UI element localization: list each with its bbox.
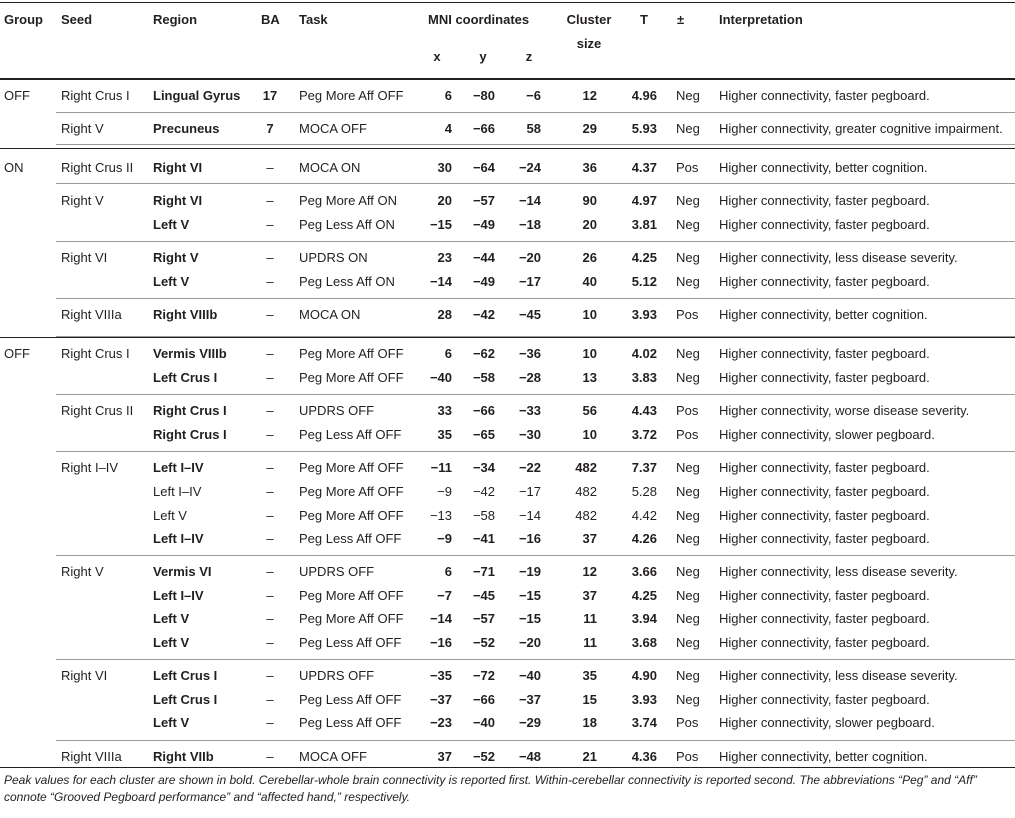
header-rule [0,78,1015,80]
z-cell: −14 [518,193,541,208]
task-cell: Peg More Aff OFF [299,88,404,103]
cluster-size-cell: 40 [582,274,597,289]
header-z: z [525,49,533,64]
cluster-size-cell: 37 [582,588,597,603]
region-cell: Right VI [153,160,203,175]
ba-cell: – [266,611,274,626]
ba-cell: – [266,403,274,418]
ba-cell: – [266,460,274,475]
x-cell: 6 [444,564,452,579]
group-divider [56,740,1015,741]
region-cell: Left I–IV [153,460,204,475]
x-cell: −11 [430,460,452,475]
sign-cell: Neg [676,668,700,683]
seed-cell: Right VIIIa [61,307,122,322]
sign-cell: Neg [676,484,700,499]
header-sign: ± [677,12,685,27]
sign-cell: Neg [676,611,700,626]
top-rule [0,2,1015,3]
cluster-size-cell: 26 [582,250,597,265]
y-cell: −58 [472,508,495,523]
sign-cell: Neg [676,531,700,546]
z-cell: −6 [526,88,541,103]
header-seed: Seed [61,12,93,27]
ba-cell: 7 [266,121,274,136]
region-cell: Right VIIIb [153,307,218,322]
group-divider [56,183,1015,184]
group-divider [56,298,1015,299]
seed-cell: Right I–IV [61,460,119,475]
t-cell: 3.74 [631,715,657,730]
interpretation-cell: Higher connectivity, faster pegboard. [719,88,930,103]
ba-cell: – [266,635,274,650]
seed-cell: Right V [61,121,104,136]
cluster-size-cell: 36 [582,160,597,175]
ba-cell: – [266,749,274,764]
task-cell: Peg Less Aff OFF [299,635,402,650]
sign-cell: Neg [676,217,700,232]
group-cell: ON [4,160,24,175]
t-cell: 3.66 [631,564,657,579]
seed-cell: Right Crus II [61,160,134,175]
sign-cell: Pos [676,715,699,730]
group-cell: OFF [4,346,30,361]
region-cell: Right Crus I [153,427,227,442]
task-cell: Peg More Aff OFF [299,588,404,603]
cluster-size-cell: 20 [582,217,597,232]
y-cell: −66 [472,692,495,707]
y-cell: −42 [472,307,495,322]
header-cluster: Cluster [566,12,612,27]
group-cell: OFF [4,88,30,103]
x-cell: −7 [437,588,452,603]
y-cell: −58 [472,370,495,385]
interpretation-cell: Higher connectivity, faster pegboard. [719,370,930,385]
z-cell: −37 [518,692,541,707]
y-cell: −45 [472,588,495,603]
x-cell: 30 [437,160,452,175]
header-t: T [640,12,648,27]
sign-cell: Neg [676,88,700,103]
z-cell: −15 [518,588,541,603]
cluster-size-cell: 90 [582,193,597,208]
ba-cell: – [266,668,274,683]
seed-cell: Right Crus I [61,346,130,361]
interpretation-cell: Higher connectivity, better cognition. [719,307,928,322]
sign-cell: Neg [676,460,700,475]
cluster-size-cell: 10 [582,307,597,322]
region-cell: Left Crus I [153,370,218,385]
y-cell: −40 [472,715,495,730]
t-cell: 3.72 [631,427,657,442]
task-cell: Peg Less Aff OFF [299,692,402,707]
task-cell: Peg Less Aff OFF [299,715,402,730]
ba-cell: – [266,370,274,385]
region-cell: Left V [153,217,190,232]
x-cell: −23 [429,715,452,730]
region-cell: Lingual Gyrus [153,88,241,103]
x-cell: −14 [429,274,452,289]
ba-cell: – [266,307,274,322]
t-cell: 3.93 [631,692,657,707]
y-cell: −44 [472,250,495,265]
interpretation-cell: Higher connectivity, faster pegboard. [719,531,930,546]
group-divider [56,394,1015,395]
cluster-size-cell: 18 [582,715,597,730]
z-cell: 58 [526,121,541,136]
ba-cell: – [266,564,274,579]
header-interpretation: Interpretation [719,12,803,27]
y-cell: −71 [472,564,495,579]
ba-cell: – [266,427,274,442]
x-cell: 20 [437,193,452,208]
task-cell: Peg More Aff ON [299,193,398,208]
ba-cell: – [266,250,274,265]
interpretation-cell: Higher connectivity, worse disease severity. [719,403,970,418]
y-cell: −65 [472,427,495,442]
header-x: x [433,49,441,64]
cluster-size-cell: 35 [582,668,597,683]
interpretation-cell: Higher connectivity, less disease severity. [719,250,958,265]
x-cell: −14 [429,611,452,626]
y-cell: −72 [472,668,495,683]
header-group: Group [4,12,43,27]
interpretation-cell: Higher connectivity, faster pegboard. [719,484,930,499]
y-cell: −66 [472,121,495,136]
x-cell: −9 [437,484,452,499]
t-cell: 3.93 [631,307,657,322]
task-cell: Peg More Aff OFF [299,346,404,361]
group-divider [56,112,1015,113]
z-cell: −16 [518,531,541,546]
sign-cell: Neg [676,588,700,603]
interpretation-cell: Higher connectivity, less disease severity. [719,668,958,683]
t-cell: 7.37 [631,460,657,475]
cluster-size-cell: 10 [582,346,597,361]
region-cell: Left V [153,508,187,523]
sign-cell: Neg [676,692,700,707]
z-cell: −33 [518,403,541,418]
interpretation-cell: Higher connectivity, faster pegboard. [719,635,930,650]
seed-cell: Right VIIIa [61,749,122,764]
z-cell: −19 [518,564,541,579]
y-cell: −57 [472,611,495,626]
header-y: y [479,49,487,64]
ba-cell: – [266,193,274,208]
x-cell: −35 [429,668,452,683]
table-footnote: Peak values for each cluster are shown in bold. Cerebellar-whole brain connectivity is reported first. Within-cerebellar connectivity is reported second. The abbreviations “Peg” and “Aff” connote “Grooved Pegboard performance” and “affected hand,” respectively. [4,773,977,804]
x-cell: 28 [437,307,452,322]
seed-cell: Right Crus II [61,403,134,418]
t-cell: 3.68 [631,635,657,650]
z-cell: −18 [518,217,541,232]
section-rule [0,337,1015,338]
ba-cell: – [266,715,274,730]
cluster-size-cell: 482 [575,460,597,475]
bottom-rule [0,767,1015,768]
t-cell: 4.36 [631,749,657,764]
task-cell: MOCA ON [299,307,361,322]
z-cell: −22 [518,460,541,475]
x-cell: −9 [437,531,452,546]
y-cell: −52 [472,749,495,764]
task-cell: Peg More Aff OFF [299,508,404,523]
interpretation-cell: Higher connectivity, better cognition. [719,160,928,175]
interpretation-cell: Higher connectivity, faster pegboard. [719,692,930,707]
y-cell: −49 [472,274,495,289]
t-cell: 4.97 [631,193,657,208]
ba-cell: – [266,588,274,603]
ba-cell: – [266,160,274,175]
header-region: Region [153,12,198,27]
x-cell: −15 [429,217,452,232]
sign-cell: Neg [676,193,700,208]
region-cell: Right VI [153,193,203,208]
x-cell: −16 [429,635,452,650]
task-cell: MOCA OFF [299,749,367,764]
region-cell: Left Crus I [153,668,218,683]
region-cell: Left Crus I [153,692,218,707]
region-cell: Left V [153,635,190,650]
z-cell: −17 [518,484,541,499]
cluster-size-cell: 482 [575,508,597,523]
interpretation-cell: Higher connectivity, faster pegboard. [719,274,930,289]
cluster-size-cell: 11 [583,611,597,626]
interpretation-cell: Higher connectivity, slower pegboard. [719,715,935,730]
sign-cell: Pos [676,749,699,764]
x-cell: 4 [444,121,452,136]
y-cell: −66 [472,403,495,418]
header-ba: BA [261,12,280,27]
t-cell: 5.28 [631,484,657,499]
y-cell: −49 [472,217,495,232]
t-cell: 4.42 [631,508,657,523]
cluster-size-cell: 56 [582,403,597,418]
cluster-size-cell: 13 [582,370,597,385]
region-cell: Left V [153,274,190,289]
sign-cell: Pos [676,427,699,442]
sign-cell: Neg [676,564,700,579]
t-cell: 4.25 [631,588,657,603]
cluster-size-cell: 12 [582,88,597,103]
sign-cell: Neg [676,635,700,650]
interpretation-cell: Higher connectivity, faster pegboard. [719,193,930,208]
region-cell: Left I–IV [153,484,202,499]
sign-cell: Pos [676,160,699,175]
region-cell: Left V [153,715,190,730]
t-cell: 3.81 [631,217,657,232]
cluster-size-cell: 11 [583,635,597,650]
x-cell: 23 [437,250,452,265]
sign-cell: Neg [676,346,700,361]
region-cell: Left I–IV [153,588,204,603]
task-cell: Peg Less Aff OFF [299,531,402,546]
z-cell: −29 [518,715,541,730]
region-cell: Left I–IV [153,531,204,546]
z-cell: −48 [518,749,541,764]
z-cell: −40 [518,668,541,683]
cluster-size-cell: 12 [582,564,597,579]
t-cell: 3.83 [631,370,657,385]
y-cell: −62 [472,346,495,361]
x-cell: −13 [429,508,452,523]
task-cell: Peg Less Aff OFF [299,427,402,442]
z-cell: −30 [518,427,541,442]
table-header [0,0,1015,80]
ba-cell: – [266,508,274,523]
x-cell: −40 [429,370,452,385]
task-cell: UPDRS OFF [299,403,375,418]
sign-cell: Neg [676,370,700,385]
interpretation-cell: Higher connectivity, greater cognitive impairment. [719,121,1003,136]
seed-cell: Right V [61,564,104,579]
cluster-size-cell: 29 [582,121,597,136]
interpretation-cell: Higher connectivity, faster pegboard. [719,588,930,603]
y-cell: −52 [472,635,495,650]
z-cell: −45 [518,307,541,322]
sign-cell: Neg [676,121,700,136]
t-cell: 4.02 [631,346,657,361]
task-cell: Peg More Aff OFF [299,484,404,499]
t-cell: 4.90 [631,668,657,683]
t-cell: 4.26 [631,531,657,546]
task-cell: UPDRS ON [299,250,368,265]
y-cell: −41 [472,531,495,546]
interpretation-cell: Higher connectivity, better cognition. [719,749,928,764]
region-cell: Vermis VIIIb [153,346,227,361]
region-cell: Vermis VI [153,564,212,579]
y-cell: −34 [472,460,495,475]
z-cell: −14 [518,508,541,523]
sign-cell: Neg [676,274,700,289]
seed-cell: Right VI [61,668,108,683]
ba-cell: – [266,346,274,361]
interpretation-cell: Higher connectivity, less disease severity. [719,564,958,579]
sign-cell: Pos [676,307,699,322]
group-divider [56,659,1015,660]
region-cell: Precuneus [153,121,220,136]
x-cell: −37 [429,692,452,707]
task-cell: Peg Less Aff ON [299,217,395,232]
group-divider [56,555,1015,556]
interpretation-cell: Higher connectivity, faster pegboard. [719,346,930,361]
x-cell: 37 [437,749,452,764]
t-cell: 5.12 [631,274,657,289]
cluster-size-cell: 482 [575,484,597,499]
header-size: size [576,36,602,51]
group-divider [56,241,1015,242]
z-cell: −20 [518,250,541,265]
z-cell: −28 [518,370,541,385]
y-cell: −42 [472,484,495,499]
t-cell: 4.96 [631,88,657,103]
t-cell: 5.93 [631,121,657,136]
z-cell: −20 [518,635,541,650]
t-cell: 4.25 [631,250,657,265]
seed-cell: Right Crus I [61,88,130,103]
z-cell: −17 [518,274,541,289]
interpretation-cell: Higher connectivity, faster pegboard. [719,611,930,626]
ba-cell: – [266,531,274,546]
region-cell: Left V [153,611,190,626]
section-rule [0,148,1015,149]
t-cell: 4.37 [631,160,657,175]
task-cell: Peg Less Aff ON [299,274,395,289]
group-divider [56,144,1015,145]
interpretation-cell: Higher connectivity, faster pegboard. [719,508,930,523]
group-divider [56,451,1015,452]
seed-cell: Right VI [61,250,108,265]
task-cell: MOCA ON [299,160,361,175]
cluster-size-cell: 37 [582,531,597,546]
interpretation-cell: Higher connectivity, slower pegboard. [719,427,935,442]
z-cell: −36 [518,346,541,361]
task-cell: Peg More Aff OFF [299,370,404,385]
cluster-size-cell: 21 [582,749,597,764]
header-mni: MNI coordinates [428,12,530,27]
region-cell: Right V [153,250,199,265]
z-cell: −24 [518,160,541,175]
ba-cell: – [266,692,274,707]
t-cell: 4.43 [631,403,657,418]
x-cell: 6 [444,346,452,361]
y-cell: −80 [472,88,495,103]
t-cell: 3.94 [631,611,657,626]
cluster-size-cell: 10 [582,427,597,442]
task-cell: UPDRS OFF [299,564,375,579]
y-cell: −64 [472,160,495,175]
interpretation-cell: Higher connectivity, faster pegboard. [719,460,930,475]
x-cell: 35 [437,427,452,442]
ba-cell: – [266,484,274,499]
z-cell: −15 [518,611,541,626]
task-cell: Peg More Aff OFF [299,460,404,475]
header-task: Task [299,12,328,27]
task-cell: Peg More Aff OFF [299,611,404,626]
sign-cell: Pos [676,403,699,418]
cluster-size-cell: 15 [582,692,597,707]
sign-cell: Neg [676,250,700,265]
task-cell: MOCA OFF [299,121,367,136]
sign-cell: Neg [676,508,700,523]
region-cell: Right VIIb [153,749,214,764]
task-cell: UPDRS OFF [299,668,375,683]
interpretation-cell: Higher connectivity, faster pegboard. [719,217,930,232]
x-cell: 6 [444,88,452,103]
region-cell: Right Crus I [153,403,227,418]
y-cell: −57 [472,193,495,208]
ba-cell: – [266,274,274,289]
ba-cell: – [266,217,274,232]
seed-cell: Right V [61,193,104,208]
x-cell: 33 [437,403,452,418]
ba-cell: 17 [262,88,278,103]
